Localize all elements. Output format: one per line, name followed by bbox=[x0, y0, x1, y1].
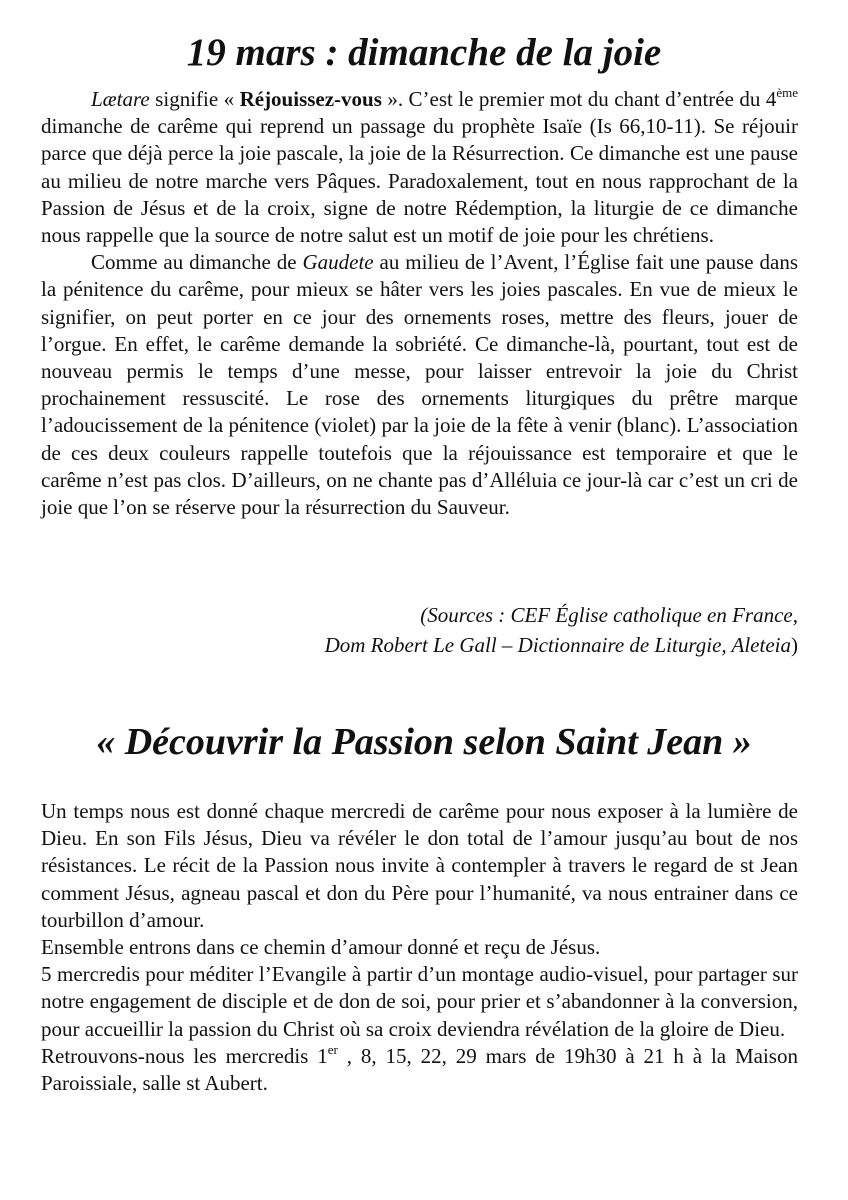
sources-text: Dom Robert Le Gall – Dictionnaire de Liturgie, Aleteia bbox=[324, 633, 791, 657]
text-run: dimanche de carême qui reprend un passage du prophète Isaïe (Is 66,10-11). Se réjouir parce que déjà perce la joie pascale, la joie de la Résurrection. Ce dimanche est une pause au milieu de notre marche vers Pâques. Paradoxalement, tout en nous rapprochant de la Passion de Jésus et de la croix, signe de notre Rédemption, la liturgie de ce dimanche nous rappelle que la source de notre salut est un motif de joie pour les chrétiens. bbox=[41, 114, 798, 248]
page-title: 19 mars : dimanche de la joie bbox=[186, 31, 662, 74]
text-run: ». C’est le premier mot du chant d’entrée du 4 bbox=[381, 87, 777, 111]
section-title: « Découvrir la Passion selon Saint Jean » bbox=[96, 721, 752, 763]
gaudete-word: Gaudete bbox=[302, 250, 374, 275]
laetare-article bbox=[41, 86, 798, 521]
rejouissez-word: Réjouissez-vous bbox=[239, 87, 382, 111]
paragraph: Ensemble entrons dans ce chemin d’amour donné et reçu de Jésus. bbox=[41, 935, 601, 960]
text-run: , 8, 15, 22, 29 mars de 19h30 à 21 h à la Maison Paroissiale, salle st Aubert. bbox=[41, 1043, 798, 1096]
superscript: ème bbox=[776, 85, 798, 100]
text-run: Comme au dimanche de bbox=[91, 250, 303, 275]
paragraph bbox=[41, 1043, 798, 1097]
paragraph: 5 mercredis pour méditer l’Evangile à partir d’un montage audio-visuel, pour partager sur notre engagement de disciple et de don de soi, pour prier et s’abandonner à la conversion, pour accueillir la passion du Christ où sa croix deviendra révélation de la gloire de Dieu. bbox=[41, 962, 798, 1041]
text-run: au milieu de l’Avent, l’Église fait une pause dans la pénitence du carême, pour mieux se hâter vers les joies pascales. En vue de mieux le signifier, on peut porter en ce jour des ornements roses, mettre des fleurs, jouer de l’orgue. En effet, le carême demande la sobriété. Ce dimanche-là, pourtant, tout est de nouveau permis le temps d’une messe, pour laisser entrevoir la joie du Christ prochainement ressuscité. Le rose des ornements liturgiques du prêtre marque l’adoucissement de la pénitence (violet) par la joie de la fête à venir (blanc). L’association de ces deux couleurs rappelle toutefois que la réjouissance est temporaire et que le carême n’est pas clos. D’ailleurs, on ne chante pas d’Alléluia ce jour-là car c’est un cri de joie que l’on se réserve pour la résurrection du Sauveur. bbox=[41, 250, 798, 520]
text-run: Retrouvons-nous les mercredis 1 bbox=[41, 1043, 328, 1068]
sources-line: (Sources : CEF Église catholique en France, bbox=[420, 603, 798, 627]
laetare-word: Lætare bbox=[91, 87, 150, 111]
paragraph: Un temps nous est donné chaque mercredi de carême pour nous exposer à la lumière de Dieu. En son Fils Jésus, Dieu va révéler le don total de l’amour jusqu’au bout de nos résistances. Le récit de la Passion nous invite à contempler à travers le regard de st Jean comment Jésus, agneau pascal et don du Père pour l’humanité, va nous entrainer dans ce tourbillon d’amour. bbox=[41, 799, 798, 932]
sources-line bbox=[200, 630, 798, 660]
text-run: signifie « bbox=[149, 87, 240, 111]
sources-citation bbox=[200, 600, 798, 660]
paragraph bbox=[41, 249, 798, 521]
superscript: er bbox=[327, 1041, 338, 1057]
passion-article bbox=[41, 798, 798, 1097]
closing-paren: ) bbox=[791, 633, 798, 657]
paragraph bbox=[41, 86, 798, 249]
